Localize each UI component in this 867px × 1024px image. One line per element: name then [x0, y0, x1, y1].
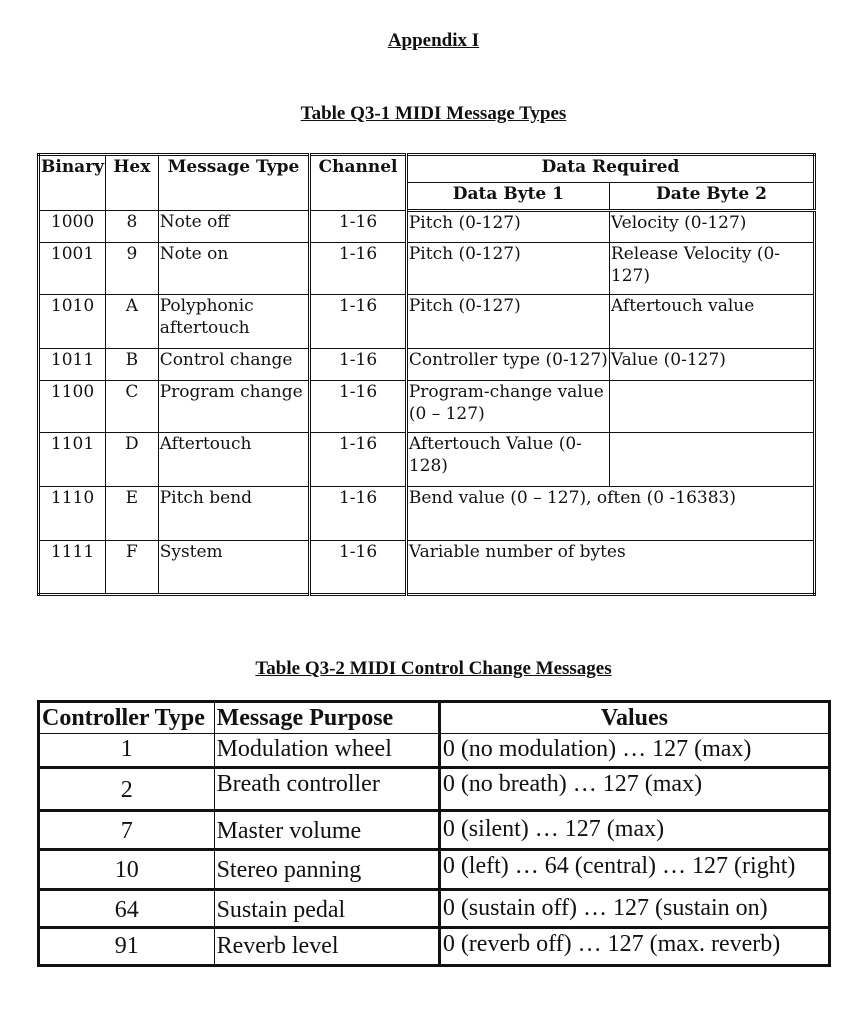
binary-cell: 1100: [39, 381, 106, 433]
header-values: Values: [439, 702, 829, 734]
values-cell: 0 (reverb off) … 127 (max. reverb): [439, 928, 829, 966]
table-row: [39, 433, 815, 487]
values-cell: 0 (no modulation) … 127 (max): [439, 734, 829, 768]
data-byte-1-cell: Aftertouch Value (0-128): [406, 433, 609, 487]
binary-cell: 1111: [39, 541, 106, 595]
midi-message-types-table: [37, 153, 816, 596]
values-cell: 0 (silent) … 127 (max): [439, 811, 829, 850]
message-type-cell: Control change: [158, 349, 310, 381]
data-byte-1-cell: Controller type (0-127): [406, 349, 609, 381]
header-message-purpose: Message Purpose: [214, 702, 439, 734]
message-type-cell: Note on: [158, 243, 310, 295]
message-purpose-cell: Stereo panning: [214, 850, 439, 890]
table-row: [39, 541, 815, 595]
table-row: [39, 381, 815, 433]
message-purpose-cell: Modulation wheel: [214, 734, 439, 768]
data-byte-2-cell: Aftertouch value: [609, 295, 814, 349]
header-message-type: Message Type: [158, 155, 310, 211]
table-row: [39, 487, 815, 541]
message-type-cell: Note off: [158, 211, 310, 243]
controller-type-cell: 91: [39, 928, 215, 966]
binary-cell: 1110: [39, 487, 106, 541]
controller-type-cell: 1: [39, 734, 215, 768]
controller-type-cell: 2: [39, 768, 215, 811]
hex-cell: D: [106, 433, 159, 487]
hex-cell: 8: [106, 211, 159, 243]
header-hex: Hex: [106, 155, 159, 211]
table-row: [39, 768, 830, 811]
header-data-byte-1: Data Byte 1: [406, 183, 609, 211]
data-byte-2-cell: Release Velocity (0-127): [609, 243, 814, 295]
table-row: [39, 890, 830, 928]
message-type-cell: System: [158, 541, 310, 595]
data-span-cell: Bend value (0 – 127), often (0 -16383): [406, 487, 814, 541]
data-byte-1-cell: Pitch (0-127): [406, 243, 609, 295]
controller-type-cell: 7: [39, 811, 215, 850]
channel-cell: 1-16: [310, 243, 407, 295]
channel-cell: 1-16: [310, 349, 407, 381]
table1-title: Table Q3-1 MIDI Message Types: [300, 103, 567, 124]
header-binary: Binary: [39, 155, 106, 211]
table-row: [39, 734, 830, 768]
table-row: [39, 211, 815, 243]
table-row: [39, 811, 830, 850]
data-byte-2-cell: Value (0-127): [609, 349, 814, 381]
message-type-cell: Program change: [158, 381, 310, 433]
table-row: [39, 928, 830, 966]
header-controller-type: Controller Type: [39, 702, 215, 734]
message-type-cell: Polyphonic aftertouch: [158, 295, 310, 349]
header-channel: Channel: [310, 155, 407, 211]
message-purpose-cell: Sustain pedal: [214, 890, 439, 928]
header-data-byte-2: Date Byte 2: [609, 183, 814, 211]
data-byte-2-cell: [609, 433, 814, 487]
table-row: [39, 349, 815, 381]
hex-cell: F: [106, 541, 159, 595]
channel-cell: 1-16: [310, 211, 407, 243]
hex-cell: B: [106, 349, 159, 381]
data-byte-1-cell: Pitch (0-127): [406, 295, 609, 349]
hex-cell: C: [106, 381, 159, 433]
hex-cell: 9: [106, 243, 159, 295]
binary-cell: 1001: [39, 243, 106, 295]
values-cell: 0 (no breath) … 127 (max): [439, 768, 829, 811]
message-purpose-cell: Reverb level: [214, 928, 439, 966]
appendix-title: Appendix I: [387, 30, 480, 51]
hex-cell: A: [106, 295, 159, 349]
controller-type-cell: 10: [39, 850, 215, 890]
binary-cell: 1011: [39, 349, 106, 381]
channel-cell: 1-16: [310, 487, 407, 541]
message-type-cell: Aftertouch: [158, 433, 310, 487]
binary-cell: 1101: [39, 433, 106, 487]
values-cell: 0 (sustain off) … 127 (sustain on): [439, 890, 829, 928]
table-row: [39, 295, 815, 349]
hex-cell: E: [106, 487, 159, 541]
controller-type-cell: 64: [39, 890, 215, 928]
table-row: [39, 243, 815, 295]
midi-control-change-table: [37, 700, 831, 967]
message-type-cell: Pitch bend: [158, 487, 310, 541]
data-byte-1-cell: Program-change value (0 – 127): [406, 381, 609, 433]
binary-cell: 1010: [39, 295, 106, 349]
table2-title: Table Q3-2 MIDI Control Change Messages: [255, 658, 612, 679]
data-byte-2-cell: Velocity (0-127): [609, 211, 814, 243]
table-row: [39, 850, 830, 890]
header-data-required: Data Required: [406, 155, 814, 183]
channel-cell: 1-16: [310, 381, 407, 433]
channel-cell: 1-16: [310, 295, 407, 349]
channel-cell: 1-16: [310, 541, 407, 595]
values-cell: 0 (left) … 64 (central) … 127 (right): [439, 850, 829, 890]
message-purpose-cell: Breath controller: [214, 768, 439, 811]
data-byte-1-cell: Pitch (0-127): [406, 211, 609, 243]
binary-cell: 1000: [39, 211, 106, 243]
data-span-cell: Variable number of bytes: [406, 541, 814, 595]
data-byte-2-cell: [609, 381, 814, 433]
message-purpose-cell: Master volume: [214, 811, 439, 850]
channel-cell: 1-16: [310, 433, 407, 487]
